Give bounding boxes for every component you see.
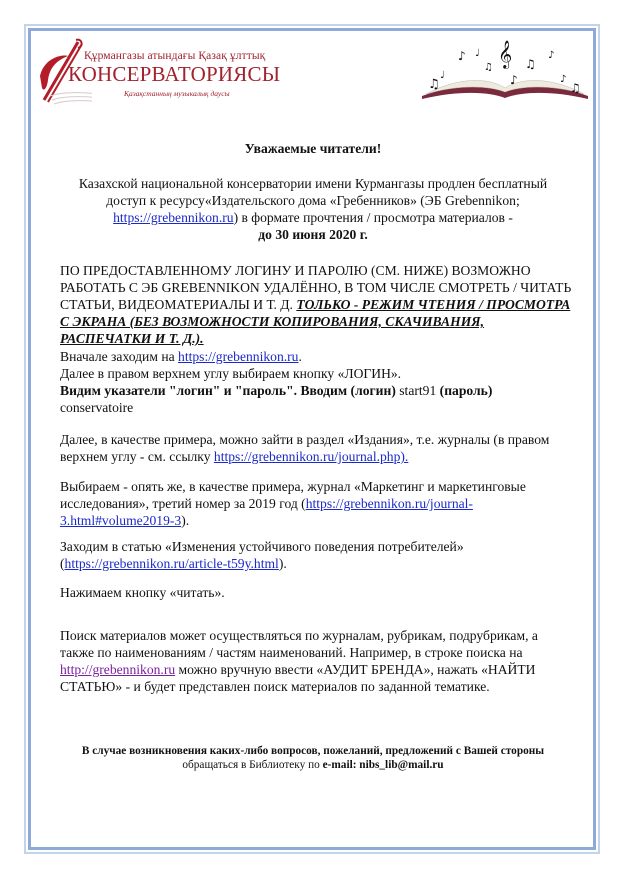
intro-text-2: ) в формате прочтения / просмотра материалов - — [233, 210, 513, 225]
conservatory-logo — [32, 36, 281, 114]
article-text: Заходим в статью «Изменения устойчивого поведения потребителей» ( — [60, 539, 464, 571]
svg-text:♩: ♩ — [475, 48, 480, 59]
choose-text: Выбираем - опять же, в качестве примера, журнал «Маркетинг и маркетинговые исследования», третий номер за 2019 год ( — [60, 479, 526, 511]
intro-text: Казахской национальной консерватории имени Курмангазы продлен бесплатный доступ к ресурсу«Издательского дома «Гребенников» (ЭБ Grebennikon; — [78, 176, 548, 208]
svg-text:♫: ♫ — [570, 81, 581, 95]
footer-line-1: В случае возникновения каких-либо вопросов, пожеланий, предложений с Вашей стороны — [81, 745, 545, 757]
contact-footer — [58, 744, 568, 772]
search-text-2: можно вручную ввести «АУДИТ БРЕНДА», нажать «НАЙТИ СТАТЬЮ» - и будет представлен поиск материалов по заданной тематике. — [60, 662, 536, 694]
step-3-bold-2: (пароль) — [439, 383, 493, 398]
svg-text:♫: ♫ — [525, 57, 536, 71]
read-button-paragraph: Нажимаем кнопку «читать». — [60, 585, 225, 600]
contact-email[interactable]: e-mail: nibs_lib@mail.ru — [322, 759, 444, 771]
article-paragraph — [60, 538, 572, 572]
login-steps — [60, 348, 572, 416]
read-only-warning: ТОЛЬКО - РЕЖИМ ЧТЕНИЯ / ПРОСМОТРА С ЭКРАНА (БЕЗ ВОЗМОЖНОСТИ КОПИРОВАНИЯ, СКАЧИВАНИЯ, РАСПЕЧАТКИ И Т. Д.). — [60, 297, 571, 346]
logo-tagline: Қазақстанның музыкалық даусы — [124, 89, 230, 98]
svg-text:𝄞: 𝄞 — [498, 40, 513, 68]
access-notice-text: ПО ПРЕДОСТАВЛЕННОМУ ЛОГИНУ И ПАРОЛЮ (СМ. НИЖЕ) ВОЗМОЖНО РАБОТАТЬ С ЭБ GREBENNIKON УДАЛЁННО, В ТОМ ЧИСЛЕ СМОТРЕТЬ / ЧИТАТЬ СТАТЬИ, ВИДЕОМАТЕРИАЛЫ И Т. Д. — [60, 263, 572, 312]
choose-journal-paragraph — [60, 478, 572, 529]
svg-text:♪: ♪ — [548, 50, 555, 61]
logo-title: КОНСЕРВАТОРИЯСЫ — [68, 62, 281, 86]
step-1 — [60, 348, 572, 365]
article-end: ). — [278, 556, 287, 571]
search-text-1: Поиск материалов может осуществляться по журналам, рубрикам, подрубрикам, а также по наименованиям / частям наименований. Например, в строке поиска на — [60, 628, 538, 660]
step-2: Далее в правом верхнем углу выбираем кнопку «ЛОГИН». — [60, 366, 402, 381]
journals-link[interactable]: https://grebennikon.ru/journal.php). — [213, 449, 409, 464]
music-book-image — [420, 36, 590, 102]
search-paragraph — [60, 627, 572, 695]
svg-text:♪: ♪ — [560, 74, 567, 85]
footer-text: обращаться в Библиотеку по — [182, 759, 323, 771]
password-value: conservatoire — [60, 400, 134, 415]
step-1-end: . — [298, 349, 302, 364]
journals-text: Далее, в качестве примера, можно зайти в раздел «Издания», т.е. журналы (в правом верхнем углу - см. ссылку — [60, 432, 550, 464]
music-book-icon — [420, 36, 590, 102]
logo-subtitle: Құрмангазы атындағы Қазақ ұлттық — [84, 50, 266, 62]
grebennikon-link-2[interactable]: https://grebennikon.ru — [178, 349, 299, 364]
step-3-bold-1: Видим указатели "логин" и "пароль". Вводим (логин) — [60, 383, 400, 398]
choose-end: ). — [181, 513, 190, 528]
svg-text:♩: ♩ — [440, 70, 445, 81]
intro-paragraph — [58, 175, 568, 243]
svg-text:♪: ♪ — [458, 49, 466, 63]
search-link[interactable]: http://grebennikon.ru — [60, 662, 176, 677]
svg-text:♫: ♫ — [484, 62, 493, 73]
grebennikon-link[interactable]: https://grebennikon.ru — [113, 210, 234, 225]
footer-line-2 — [58, 758, 568, 772]
svg-text:♪: ♪ — [510, 73, 518, 87]
svg-text:♫: ♫ — [428, 77, 440, 92]
deadline: до 30 июня 2020 г. — [258, 227, 368, 242]
page-title: Уважаемые читатели! — [244, 141, 382, 156]
journals-paragraph — [60, 431, 572, 465]
journal-issue-link[interactable]: https://grebennikon.ru/journal-3.html#volume2019-3 — [60, 496, 473, 528]
login-value: start91 — [399, 383, 440, 398]
access-notice — [60, 262, 572, 347]
article-link[interactable]: https://grebennikon.ru/article-t59y.html — [64, 556, 279, 571]
step-3 — [60, 382, 572, 399]
step-1-text: Вначале заходим на — [60, 349, 179, 364]
